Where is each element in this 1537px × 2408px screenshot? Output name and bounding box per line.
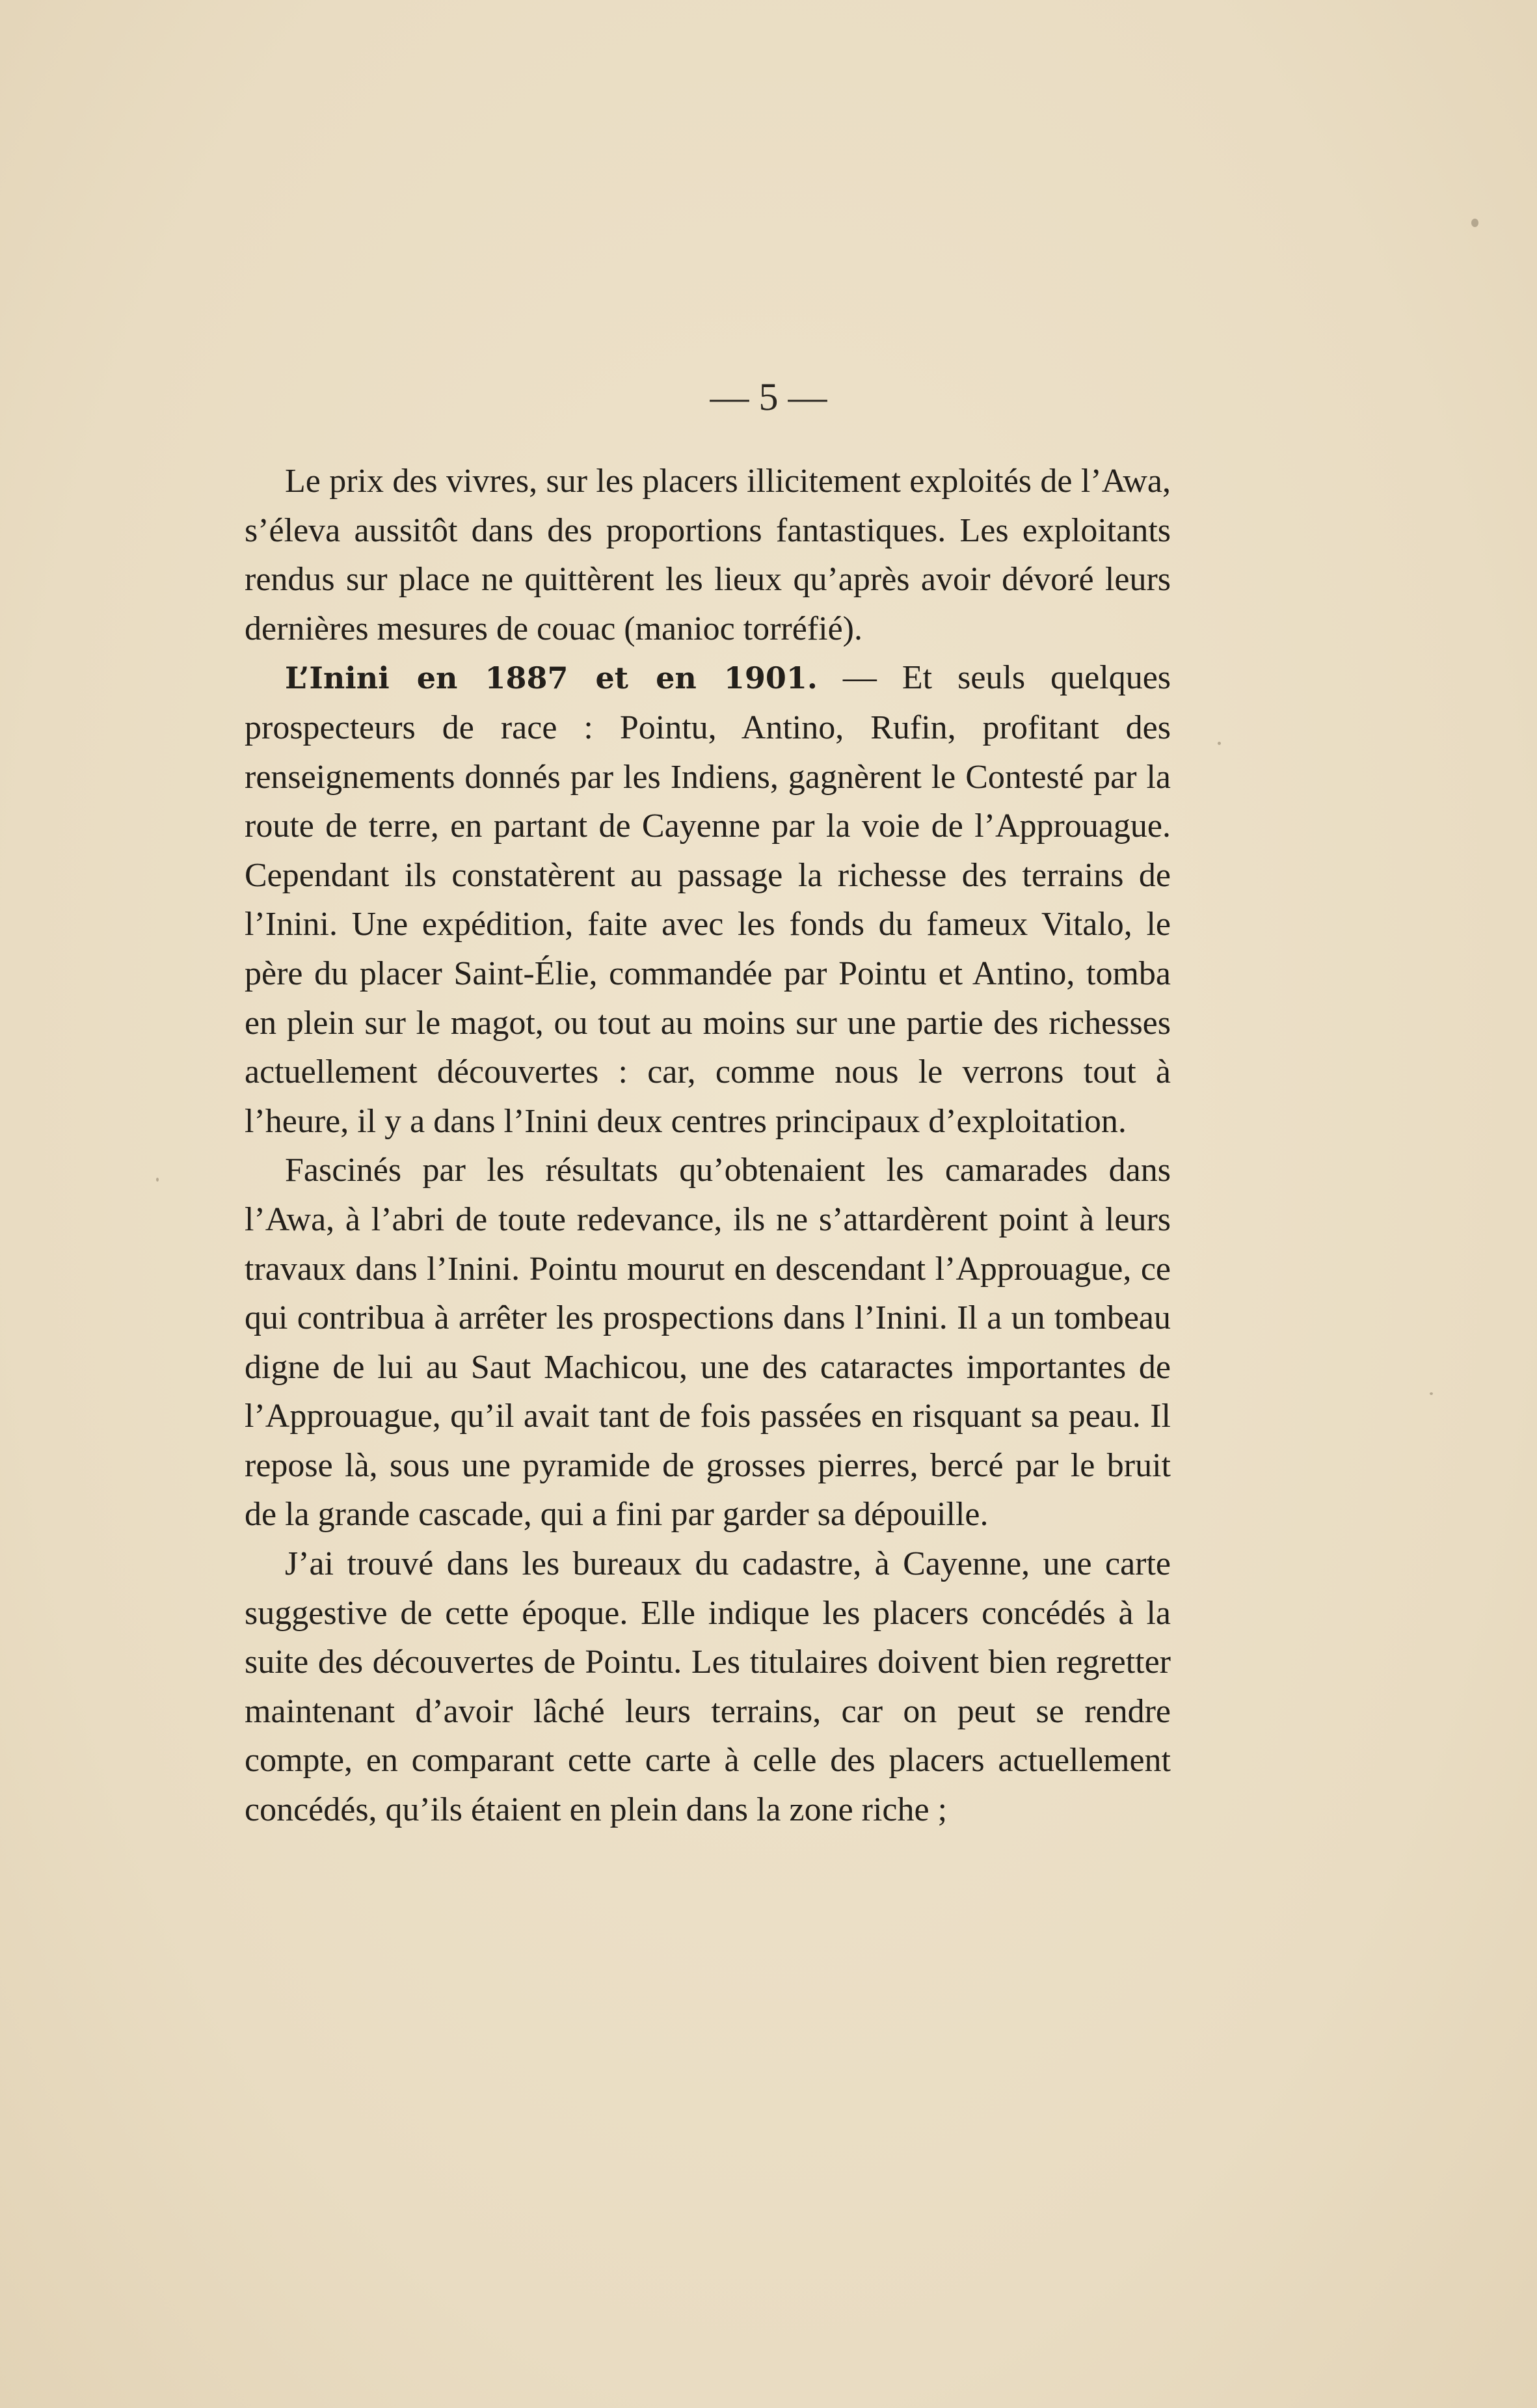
paragraph	[245, 457, 1171, 653]
paragraph	[245, 653, 1171, 1146]
section-run-in-heading: L’Inini en 1887 et en 1901.	[285, 660, 818, 696]
paper-speck	[1430, 1392, 1433, 1395]
paper-speck	[156, 1178, 159, 1182]
paragraph	[245, 1146, 1171, 1539]
paragraph-text: Le prix des vivres, sur les placers illicitement exploités de l’Awa, s’éleva aussitôt dans des proportions fantastiques. Les exploitants rendus sur place ne quittèrent les lieux qu’après avoir dévoré leurs dernières mesures de couac (manioc torréfié).	[245, 463, 1171, 647]
paper-speck	[1218, 742, 1221, 745]
paragraph-text: Fascinés par les résultats qu’obtenaient les camarades dans l’Awa, à l’abri de toute redevance, ils ne s’attardèrent point à leurs travaux dans l’Inini. Pointu mourut en descendant l’Approuague, ce qui contribua à arrêter les prospections dans l’Inini. Il a un tombeau digne de lui au Saut Machicou, une des cataractes importantes de l’Approuague, qu’il avait tant de fois passées en risquant sa peau. Il repose là, sous une pyramide de grosses pierres, bercé par le bruit de la grande cascade, qui a fini par garder sa dépouille.	[245, 1152, 1171, 1534]
paragraph-text: — Et seuls quelques prospecteurs de race : Pointu, Antino, Rufin, profitant des renseignements donnés par les Indiens, gagnèrent le Contesté par la route de terre, en partant de Cayenne par la voie de l’Approuague. Cependant ils constatèrent au passage la richesse des terrains de l’Inini. Une expédition, faite avec les fonds du fameux Vitalo, le père du placer Saint-Élie, commandée par Pointu et Antino, tomba en plein sur le magot, ou tout au moins sur une partie des richesses actuellement découvertes : car, comme nous le verrons tout à l’heure, il y a dans l’Inini deux centres principaux d’exploitation.	[245, 659, 1171, 1140]
paragraph	[245, 1539, 1171, 1835]
body-text	[245, 457, 1171, 1835]
paragraph-text: J’ai trouvé dans les bureaux du cadastre, à Cayenne, une carte suggestive de cette époque. Elle indique les placers concédés à la suite des découvertes de Pointu. Les titulaires doivent bien regretter maintenant d’avoir lâché leurs terrains, car on peut se rendre compte, en comparant cette carte à celle des placers actuellement concédés, qu’ils étaient en plein dans la zone riche ;	[245, 1545, 1171, 1829]
page-number: — 5 —	[710, 375, 827, 418]
paper-speck	[1471, 219, 1478, 227]
